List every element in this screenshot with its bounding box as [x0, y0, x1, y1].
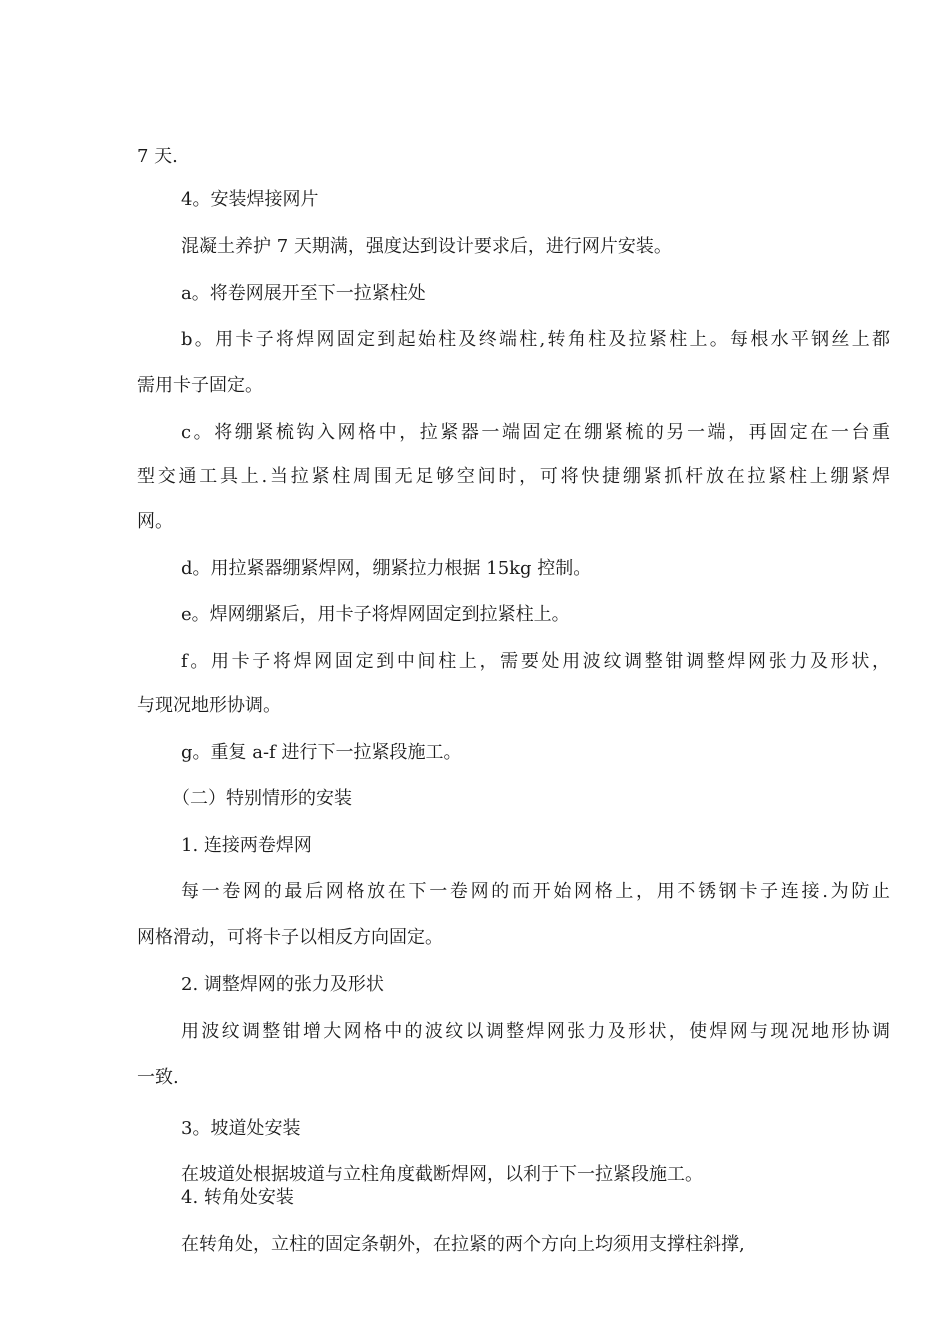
join-rolls-line-2: 网格滑动，可将卡子以相反方向固定。	[137, 927, 443, 948]
subheading-adjust-tension: 2. 调整焊网的张力及形状	[181, 974, 384, 995]
text-line-continuation: 7 天.	[137, 146, 178, 167]
step-f-line-1: f。用卡子将焊网固定到中间柱上，需要处用波纹调整钳调整焊网张力及形状，	[181, 651, 890, 672]
paragraph-curing: 混凝土养护 7 天期满，强度达到设计要求后，进行网片安装。	[181, 236, 672, 257]
join-rolls-line-1: 每一卷网的最后网格放在下一卷网的而开始网格上，用不锈钢卡子连接.为防止	[181, 881, 890, 902]
step-a: a。将卷网展开至下一拉紧柱处	[181, 283, 426, 304]
step-e: e。焊网绷紧后，用卡子将焊网固定到拉紧柱上。	[181, 604, 570, 625]
step-b-line-1: b。用卡子将焊网固定到起始柱及终端柱,转角柱及拉紧柱上。每根水平钢丝上都	[181, 329, 890, 350]
step-f-line-2: 与现况地形协调。	[137, 695, 281, 716]
slope-install-text: 在坡道处根据坡道与立柱角度截断焊网，以利于下一拉紧段施工。	[181, 1164, 703, 1185]
adjust-tension-line-1: 用波纹调整钳增大网格中的波纹以调整焊网张力及形状，使焊网与现况地形协调	[181, 1021, 890, 1042]
step-d: d。用拉紧器绷紧焊网，绷紧拉力根据 15kg 控制。	[181, 558, 592, 579]
section-heading-special-cases: （二）特别情形的安装	[172, 788, 352, 809]
adjust-tension-line-2: 一致.	[137, 1067, 179, 1088]
section-heading-install-mesh: 4。安装焊接网片	[181, 189, 319, 210]
corner-install-text: 在转角处，立柱的固定条朝外，在拉紧的两个方向上均须用支撑柱斜撑,	[181, 1234, 745, 1255]
step-c-line-3: 网。	[137, 511, 173, 532]
step-g: g。重复 a-f 进行下一拉紧段施工。	[181, 742, 462, 763]
step-b-line-2: 需用卡子固定。	[137, 375, 263, 396]
step-c-line-1: c。将绷紧梳钩入网格中，拉紧器一端固定在绷紧梳的另一端，再固定在一台重	[181, 422, 890, 443]
subheading-slope-install: 3。坡道处安装	[181, 1118, 301, 1139]
step-c-line-2: 型交通工具上.当拉紧柱周围无足够空间时，可将快捷绷紧抓杆放在拉紧柱上绷紧焊	[137, 466, 890, 487]
subheading-join-rolls: 1. 连接两卷焊网	[181, 835, 312, 856]
subheading-corner-install: 4. 转角处安装	[181, 1187, 294, 1208]
